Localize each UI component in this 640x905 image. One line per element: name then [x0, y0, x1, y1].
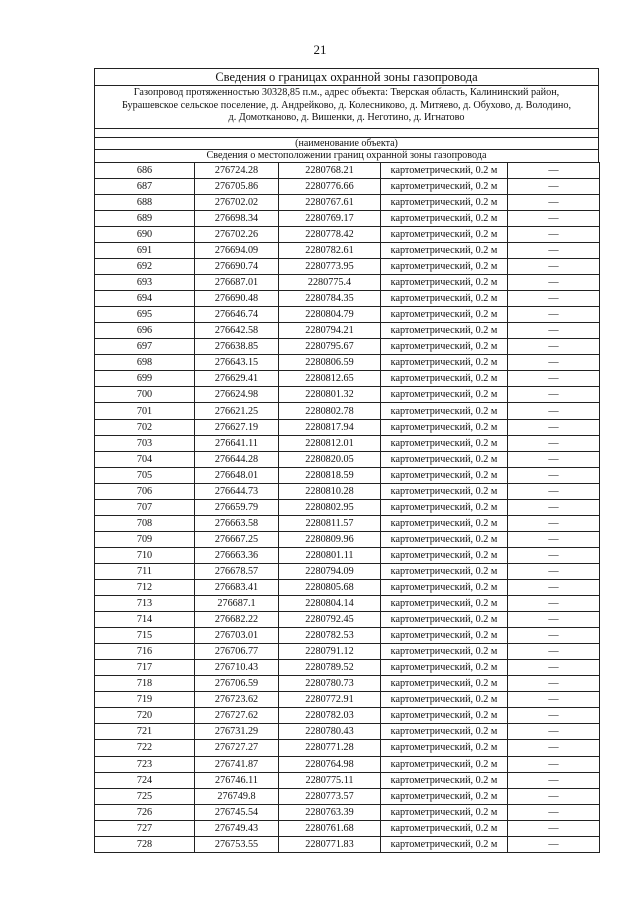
y-coordinate-cell: 2280805.68	[279, 580, 381, 596]
description-cell: —	[508, 820, 600, 836]
table-row	[95, 772, 600, 788]
x-coordinate-cell: 276627.19	[195, 419, 279, 435]
coordinates-table-body	[95, 162, 600, 852]
y-coordinate-cell: 2280771.83	[279, 836, 381, 852]
table-row	[95, 547, 600, 563]
y-coordinate-cell: 2280806.59	[279, 355, 381, 371]
x-coordinate-cell: 276667.25	[195, 531, 279, 547]
table-row	[95, 660, 600, 676]
method-cell: картометрический, 0.2 м	[381, 451, 508, 467]
table-header	[94, 68, 599, 162]
y-coordinate-cell: 2280782.61	[279, 243, 381, 259]
x-coordinate-cell: 276690.48	[195, 291, 279, 307]
x-coordinate-cell: 276749.8	[195, 788, 279, 804]
x-coordinate-cell: 276638.85	[195, 339, 279, 355]
y-coordinate-cell: 2280780.73	[279, 676, 381, 692]
x-coordinate-cell: 276706.59	[195, 676, 279, 692]
object-description-line: д. Домотканово, д. Вишенки, д. Неготино, д. Игнатово	[228, 112, 465, 124]
y-coordinate-cell: 2280769.17	[279, 210, 381, 226]
table-row	[95, 307, 600, 323]
y-coordinate-cell: 2280818.59	[279, 467, 381, 483]
description-cell: —	[508, 724, 600, 740]
description-cell: —	[508, 692, 600, 708]
y-coordinate-cell: 2280789.52	[279, 660, 381, 676]
description-cell: —	[508, 596, 600, 612]
y-coordinate-cell: 2280763.39	[279, 804, 381, 820]
table-row	[95, 836, 600, 852]
point-number-cell: 698	[95, 355, 195, 371]
method-cell: картометрический, 0.2 м	[381, 660, 508, 676]
x-coordinate-cell: 276703.01	[195, 628, 279, 644]
table-row	[95, 178, 600, 194]
object-description	[95, 86, 598, 129]
y-coordinate-cell: 2280801.11	[279, 547, 381, 563]
description-cell: —	[508, 772, 600, 788]
method-cell: картометрический, 0.2 м	[381, 435, 508, 451]
point-number-cell: 697	[95, 339, 195, 355]
coordinates-table	[94, 162, 600, 853]
point-number-cell: 690	[95, 226, 195, 242]
x-coordinate-cell: 276731.29	[195, 724, 279, 740]
point-number-cell: 712	[95, 580, 195, 596]
method-cell: картометрический, 0.2 м	[381, 531, 508, 547]
y-coordinate-cell: 2280801.32	[279, 387, 381, 403]
x-coordinate-cell: 276629.41	[195, 371, 279, 387]
x-coordinate-cell: 276644.73	[195, 483, 279, 499]
table-row	[95, 499, 600, 515]
point-number-cell: 709	[95, 531, 195, 547]
y-coordinate-cell: 2280773.57	[279, 788, 381, 804]
x-coordinate-cell: 276690.74	[195, 259, 279, 275]
table-row	[95, 804, 600, 820]
y-coordinate-cell: 2280784.35	[279, 291, 381, 307]
point-number-cell: 705	[95, 467, 195, 483]
description-cell: —	[508, 788, 600, 804]
x-coordinate-cell: 276724.28	[195, 162, 279, 178]
x-coordinate-cell: 276702.02	[195, 194, 279, 210]
y-coordinate-cell: 2280811.57	[279, 515, 381, 531]
table-row	[95, 692, 600, 708]
x-coordinate-cell: 276648.01	[195, 467, 279, 483]
table-row	[95, 820, 600, 836]
point-number-cell: 704	[95, 451, 195, 467]
method-cell: картометрический, 0.2 м	[381, 628, 508, 644]
method-cell: картометрический, 0.2 м	[381, 740, 508, 756]
table-row	[95, 226, 600, 242]
point-number-cell: 728	[95, 836, 195, 852]
table-row	[95, 724, 600, 740]
table-row	[95, 483, 600, 499]
description-cell: —	[508, 178, 600, 194]
method-cell: картометрический, 0.2 м	[381, 467, 508, 483]
table-row	[95, 403, 600, 419]
y-coordinate-cell: 2280817.94	[279, 419, 381, 435]
x-coordinate-cell: 276753.55	[195, 836, 279, 852]
y-coordinate-cell: 2280809.96	[279, 531, 381, 547]
description-cell: —	[508, 226, 600, 242]
table-row	[95, 628, 600, 644]
x-coordinate-cell: 276710.43	[195, 660, 279, 676]
description-cell: —	[508, 403, 600, 419]
description-cell: —	[508, 259, 600, 275]
table-row	[95, 708, 600, 724]
table-row	[95, 259, 600, 275]
method-cell: картометрический, 0.2 м	[381, 596, 508, 612]
method-cell: картометрический, 0.2 м	[381, 547, 508, 563]
description-cell: —	[508, 387, 600, 403]
method-cell: картометрический, 0.2 м	[381, 210, 508, 226]
y-coordinate-cell: 2280771.28	[279, 740, 381, 756]
x-coordinate-cell: 276682.22	[195, 612, 279, 628]
x-coordinate-cell: 276663.58	[195, 515, 279, 531]
description-cell: —	[508, 339, 600, 355]
description-cell: —	[508, 644, 600, 660]
point-number-cell: 696	[95, 323, 195, 339]
point-number-cell: 687	[95, 178, 195, 194]
method-cell: картометрический, 0.2 м	[381, 355, 508, 371]
x-coordinate-cell: 276659.79	[195, 499, 279, 515]
x-coordinate-cell: 276723.62	[195, 692, 279, 708]
point-number-cell: 725	[95, 788, 195, 804]
y-coordinate-cell: 2280768.21	[279, 162, 381, 178]
x-coordinate-cell: 276702.26	[195, 226, 279, 242]
method-cell: картометрический, 0.2 м	[381, 275, 508, 291]
description-cell: —	[508, 756, 600, 772]
x-coordinate-cell: 276663.36	[195, 547, 279, 563]
x-coordinate-cell: 276745.54	[195, 804, 279, 820]
description-cell: —	[508, 804, 600, 820]
table-row	[95, 371, 600, 387]
blank-row	[95, 129, 598, 138]
point-number-cell: 691	[95, 243, 195, 259]
table-row	[95, 243, 600, 259]
description-cell: —	[508, 355, 600, 371]
x-coordinate-cell: 276644.28	[195, 451, 279, 467]
y-coordinate-cell: 2280791.12	[279, 644, 381, 660]
x-coordinate-cell: 276646.74	[195, 307, 279, 323]
x-coordinate-cell: 276643.15	[195, 355, 279, 371]
method-cell: картометрический, 0.2 м	[381, 226, 508, 242]
y-coordinate-cell: 2280782.53	[279, 628, 381, 644]
section-subtitle: Сведения о местоположении границ охранной зоны газопровода	[206, 149, 487, 161]
document-sheet	[94, 68, 599, 853]
x-coordinate-cell: 276694.09	[195, 243, 279, 259]
point-number-cell: 689	[95, 210, 195, 226]
y-coordinate-cell: 2280804.14	[279, 596, 381, 612]
description-cell: —	[508, 547, 600, 563]
description-cell: —	[508, 676, 600, 692]
point-number-cell: 694	[95, 291, 195, 307]
point-number-cell: 707	[95, 499, 195, 515]
description-cell: —	[508, 836, 600, 852]
table-row	[95, 275, 600, 291]
point-number-cell: 688	[95, 194, 195, 210]
table-row	[95, 515, 600, 531]
y-coordinate-cell: 2280780.43	[279, 724, 381, 740]
y-coordinate-cell: 2280794.09	[279, 563, 381, 579]
table-row	[95, 210, 600, 226]
table-row	[95, 467, 600, 483]
method-cell: картометрический, 0.2 м	[381, 499, 508, 515]
method-cell: картометрический, 0.2 м	[381, 644, 508, 660]
point-number-cell: 722	[95, 740, 195, 756]
y-coordinate-cell: 2280802.78	[279, 403, 381, 419]
method-cell: картометрический, 0.2 м	[381, 291, 508, 307]
description-cell: —	[508, 499, 600, 515]
object-name-caption: (наименование объекта)	[95, 138, 598, 150]
y-coordinate-cell: 2280812.65	[279, 371, 381, 387]
description-cell: —	[508, 660, 600, 676]
y-coordinate-cell: 2280794.21	[279, 323, 381, 339]
y-coordinate-cell: 2280792.45	[279, 612, 381, 628]
x-coordinate-cell: 276621.25	[195, 403, 279, 419]
page-number: 21	[313, 42, 327, 57]
method-cell: картометрический, 0.2 м	[381, 162, 508, 178]
description-cell: —	[508, 563, 600, 579]
x-coordinate-cell: 276678.57	[195, 563, 279, 579]
table-row	[95, 756, 600, 772]
method-cell: картометрический, 0.2 м	[381, 339, 508, 355]
table-row	[95, 531, 600, 547]
y-coordinate-cell: 2280802.95	[279, 499, 381, 515]
point-number-cell: 703	[95, 435, 195, 451]
method-cell: картометрический, 0.2 м	[381, 692, 508, 708]
description-cell: —	[508, 291, 600, 307]
table-row	[95, 596, 600, 612]
point-number-cell: 699	[95, 371, 195, 387]
point-number-cell: 708	[95, 515, 195, 531]
y-coordinate-cell: 2280812.01	[279, 435, 381, 451]
description-cell: —	[508, 275, 600, 291]
y-coordinate-cell: 2280778.42	[279, 226, 381, 242]
y-coordinate-cell: 2280773.95	[279, 259, 381, 275]
table-row	[95, 419, 600, 435]
point-number-cell: 710	[95, 547, 195, 563]
description-cell: —	[508, 467, 600, 483]
y-coordinate-cell: 2280775.11	[279, 772, 381, 788]
point-number-cell: 720	[95, 708, 195, 724]
point-number-cell: 700	[95, 387, 195, 403]
description-cell: —	[508, 194, 600, 210]
method-cell: картометрический, 0.2 м	[381, 323, 508, 339]
x-coordinate-cell: 276642.58	[195, 323, 279, 339]
description-cell: —	[508, 628, 600, 644]
point-number-cell: 701	[95, 403, 195, 419]
description-cell: —	[508, 515, 600, 531]
point-number-cell: 714	[95, 612, 195, 628]
method-cell: картометрический, 0.2 м	[381, 178, 508, 194]
method-cell: картометрический, 0.2 м	[381, 724, 508, 740]
y-coordinate-cell: 2280761.68	[279, 820, 381, 836]
table-row	[95, 435, 600, 451]
description-cell: —	[508, 451, 600, 467]
description-cell: —	[508, 483, 600, 499]
point-number-cell: 711	[95, 563, 195, 579]
x-coordinate-cell: 276641.11	[195, 435, 279, 451]
method-cell: картометрический, 0.2 м	[381, 612, 508, 628]
point-number-cell: 702	[95, 419, 195, 435]
y-coordinate-cell: 2280795.67	[279, 339, 381, 355]
document-title: Сведения о границах охранной зоны газопровода	[95, 69, 598, 86]
y-coordinate-cell: 2280772.91	[279, 692, 381, 708]
x-coordinate-cell: 276727.27	[195, 740, 279, 756]
x-coordinate-cell: 276698.34	[195, 210, 279, 226]
method-cell: картометрический, 0.2 м	[381, 676, 508, 692]
description-cell: —	[508, 371, 600, 387]
table-row	[95, 355, 600, 371]
point-number-cell: 706	[95, 483, 195, 499]
method-cell: картометрический, 0.2 м	[381, 194, 508, 210]
object-description-line: Бурашевское сельское поселение, д. Андрейково, д. Колесниково, д. Митяево, д. Обухово, д. Володино,	[121, 99, 572, 111]
table-row	[95, 387, 600, 403]
table-row	[95, 580, 600, 596]
point-number-cell: 715	[95, 628, 195, 644]
y-coordinate-cell: 2280804.79	[279, 307, 381, 323]
y-coordinate-cell: 2280810.28	[279, 483, 381, 499]
point-number-cell: 721	[95, 724, 195, 740]
method-cell: картометрический, 0.2 м	[381, 804, 508, 820]
table-row	[95, 291, 600, 307]
description-cell: —	[508, 243, 600, 259]
y-coordinate-cell: 2280782.03	[279, 708, 381, 724]
y-coordinate-cell: 2280820.05	[279, 451, 381, 467]
x-coordinate-cell: 276687.01	[195, 275, 279, 291]
point-number-cell: 723	[95, 756, 195, 772]
table-row	[95, 194, 600, 210]
table-row	[95, 644, 600, 660]
table-row	[95, 676, 600, 692]
table-row	[95, 339, 600, 355]
y-coordinate-cell: 2280775.4	[279, 275, 381, 291]
method-cell: картометрический, 0.2 м	[381, 515, 508, 531]
description-cell: —	[508, 708, 600, 724]
method-cell: картометрический, 0.2 м	[381, 387, 508, 403]
method-cell: картометрический, 0.2 м	[381, 580, 508, 596]
method-cell: картометрический, 0.2 м	[381, 563, 508, 579]
method-cell: картометрический, 0.2 м	[381, 756, 508, 772]
point-number-cell: 718	[95, 676, 195, 692]
y-coordinate-cell: 2280764.98	[279, 756, 381, 772]
table-row	[95, 451, 600, 467]
point-number-cell: 724	[95, 772, 195, 788]
method-cell: картометрический, 0.2 м	[381, 259, 508, 275]
description-cell: —	[508, 580, 600, 596]
x-coordinate-cell: 276705.86	[195, 178, 279, 194]
point-number-cell: 727	[95, 820, 195, 836]
x-coordinate-cell: 276687.1	[195, 596, 279, 612]
point-number-cell: 726	[95, 804, 195, 820]
table-row	[95, 740, 600, 756]
description-cell: —	[508, 531, 600, 547]
x-coordinate-cell: 276683.41	[195, 580, 279, 596]
description-cell: —	[508, 740, 600, 756]
object-description-line: Газопровод протяженностью 30328,85 п.м., адрес объекта: Тверская область, Калининский район,	[133, 87, 560, 98]
method-cell: картометрический, 0.2 м	[381, 820, 508, 836]
x-coordinate-cell: 276741.87	[195, 756, 279, 772]
point-number-cell: 693	[95, 275, 195, 291]
y-coordinate-cell: 2280767.61	[279, 194, 381, 210]
description-cell: —	[508, 419, 600, 435]
method-cell: картометрический, 0.2 м	[381, 788, 508, 804]
method-cell: картометрический, 0.2 м	[381, 243, 508, 259]
method-cell: картометрический, 0.2 м	[381, 403, 508, 419]
method-cell: картометрический, 0.2 м	[381, 708, 508, 724]
table-row	[95, 323, 600, 339]
point-number-cell: 716	[95, 644, 195, 660]
description-cell: —	[508, 612, 600, 628]
x-coordinate-cell: 276749.43	[195, 820, 279, 836]
point-number-cell: 686	[95, 162, 195, 178]
method-cell: картометрический, 0.2 м	[381, 371, 508, 387]
table-row	[95, 612, 600, 628]
table-row	[95, 563, 600, 579]
point-number-cell: 713	[95, 596, 195, 612]
point-number-cell: 695	[95, 307, 195, 323]
point-number-cell: 717	[95, 660, 195, 676]
point-number-cell: 719	[95, 692, 195, 708]
point-number-cell: 692	[95, 259, 195, 275]
description-cell: —	[508, 323, 600, 339]
description-cell: —	[508, 307, 600, 323]
description-cell: —	[508, 162, 600, 178]
y-coordinate-cell: 2280776.66	[279, 178, 381, 194]
x-coordinate-cell: 276624.98	[195, 387, 279, 403]
description-cell: —	[508, 210, 600, 226]
table-row	[95, 162, 600, 178]
method-cell: картометрический, 0.2 м	[381, 419, 508, 435]
method-cell: картометрический, 0.2 м	[381, 307, 508, 323]
x-coordinate-cell: 276727.62	[195, 708, 279, 724]
table-row	[95, 788, 600, 804]
description-cell: —	[508, 435, 600, 451]
method-cell: картометрический, 0.2 м	[381, 483, 508, 499]
x-coordinate-cell: 276746.11	[195, 772, 279, 788]
method-cell: картометрический, 0.2 м	[381, 836, 508, 852]
method-cell: картометрический, 0.2 м	[381, 772, 508, 788]
x-coordinate-cell: 276706.77	[195, 644, 279, 660]
